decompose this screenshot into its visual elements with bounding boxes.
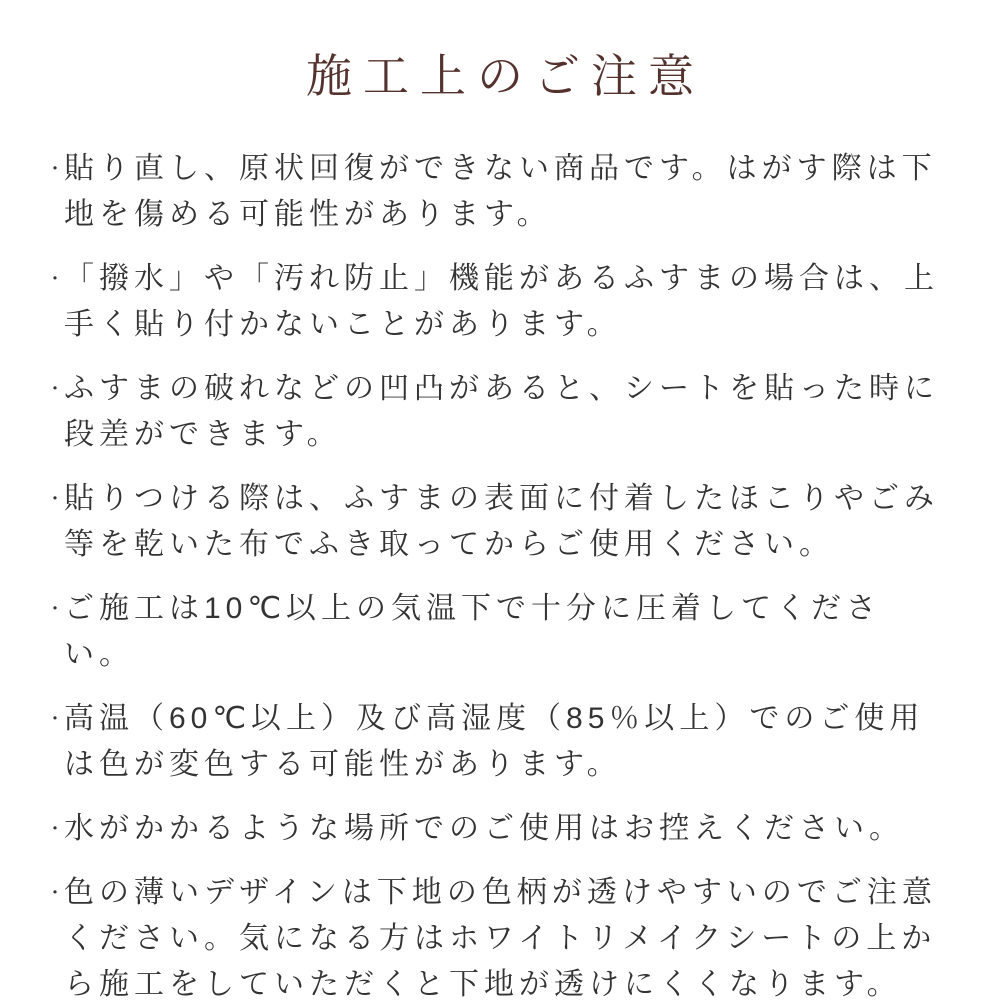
notice-text: 水がかかるような場所でのご使用はお控えください。 bbox=[64, 812, 904, 845]
notice-item-water-warning bbox=[46, 806, 940, 852]
notice-item-clean-surface-warning bbox=[46, 476, 940, 568]
notice-text: ふすまの破れなどの凹凸があると、シートを貼った時に段差ができます。 bbox=[64, 372, 939, 451]
notice-item-surface-unevenness-warning bbox=[46, 366, 940, 458]
notice-item-coating-warning bbox=[46, 256, 940, 348]
notice-text: 貼りつける際は、ふすまの表面に付着したほこりやごみ等を乾いた布でふき取ってからご使用ください。 bbox=[64, 482, 939, 561]
notice-item-temperature-warning bbox=[46, 586, 940, 678]
notice-text: 高温（60℃以上）及び高湿度（85％以上）でのご使用は色が変色する可能性があります。 bbox=[64, 702, 925, 781]
bullet-dot: ・ bbox=[46, 159, 64, 179]
bullet-dot: ・ bbox=[46, 883, 64, 903]
page-title: 施工上のご注意 bbox=[306, 50, 705, 102]
notice-item-light-design-warning bbox=[46, 870, 940, 1000]
notice-item-repaste-warning bbox=[46, 146, 940, 238]
notice-text: 色の薄いデザインは下地の色柄が透けやすいのでご注意ください。気になる方はホワイトリメイクシートの上から施工をしていただくと下地が透けにくくなります。 bbox=[64, 876, 937, 1000]
bullet-dot: ・ bbox=[46, 489, 64, 509]
notice-text: 「撥水」や「汚れ防止」機能があるふすまの場合は、上手く貼り付かないことがあります。 bbox=[64, 262, 939, 341]
bullet-dot: ・ bbox=[46, 379, 64, 399]
notice-item-heat-humidity-warning bbox=[46, 696, 940, 788]
bullet-dot: ・ bbox=[46, 599, 64, 619]
notice-text: 貼り直し、原状回復ができない商品です。はがす際は下地を傷める可能性があります。 bbox=[64, 152, 937, 231]
notice-list bbox=[0, 146, 1000, 1000]
notice-text: ご施工は10℃以上の気温下で十分に圧着してください。 bbox=[64, 592, 882, 671]
bullet-dot: ・ bbox=[46, 819, 64, 839]
bullet-dot: ・ bbox=[46, 269, 64, 289]
bullet-dot: ・ bbox=[46, 709, 64, 729]
